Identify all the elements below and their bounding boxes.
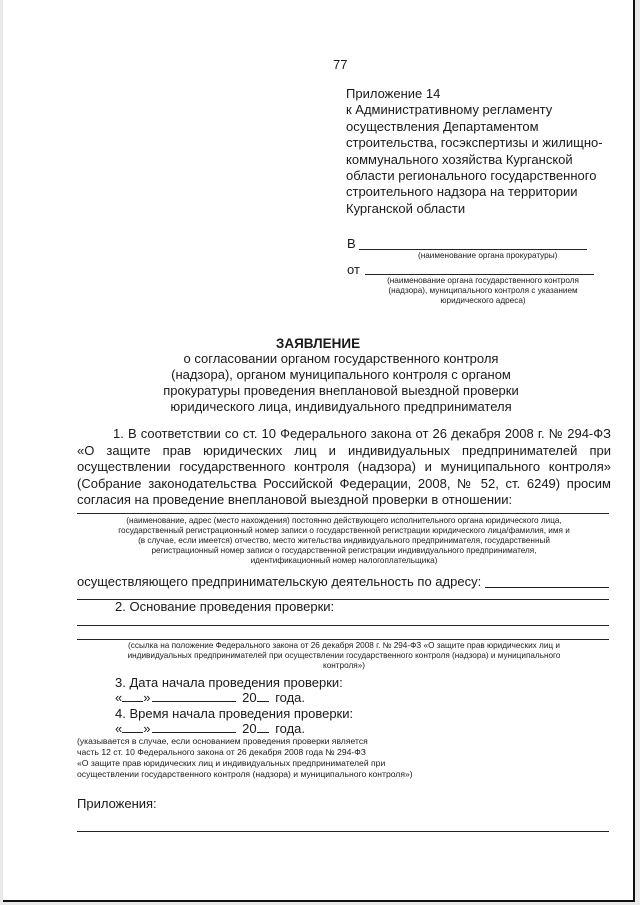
item1-paragraph <box>77 426 611 509</box>
hint-line: регистрационный номер записи о государственной регистрации индивидуального предпринимателя, <box>151 546 537 555</box>
note-line: «О защите прав юридических лиц и индивидуальных предпринимателей при <box>77 758 386 768</box>
year-blank[interactable] <box>257 701 269 702</box>
item2-hint <box>77 641 611 671</box>
month-blank[interactable] <box>152 701 236 702</box>
item4-date-row <box>115 721 305 737</box>
page-number: 77 <box>333 57 348 72</box>
addressee-from-prefix: от <box>347 262 360 277</box>
note-line: осуществлении государственного контроля (надзора) и муниципального контроля») <box>77 769 413 779</box>
addressee-to-blank[interactable] <box>359 249 587 250</box>
document-page <box>3 0 635 902</box>
item1-line: 1. В соответствии со ст. 10 Федерального закона от 26 декабря 2008 г. № 294-ФЗ <box>113 426 611 441</box>
hint-line: государственный регистрационный номер записи о государственной регистрации юридического лица/фамилия, имя и <box>118 526 570 535</box>
appendix-line: Приложение 14 <box>346 86 441 101</box>
item1-line: осуществлении государственного контроля (надзора) и муниципального контроля» <box>77 459 611 474</box>
item1-line: согласия на проведение внеплановой выездной проверки в отношении: <box>77 492 513 507</box>
appendix-line: осуществления Департаментом <box>346 118 539 134</box>
item1-subject-hint <box>77 516 611 566</box>
year-blank[interactable] <box>257 732 269 733</box>
item4-note <box>77 736 413 780</box>
attachments-label: Приложения: <box>77 796 157 811</box>
appendix-line: области регионального государственного <box>346 168 597 184</box>
year-suffix: года. <box>275 721 306 736</box>
hint-line: (в случае, если имеется) отчество, место жительства индивидуального предпринимателя, государственный <box>138 536 550 545</box>
item1-address-blank[interactable] <box>485 587 609 588</box>
year-prefix: 20 <box>242 721 257 736</box>
addressee-to-hint: (наименование органа прокуратуры) <box>418 251 558 260</box>
appendix-line: строительства, госэкспертизы и жилищно- <box>346 135 603 151</box>
item2-label: 2. Основание проведения проверки: <box>115 599 335 614</box>
appendix-line: строительного надзора на территории <box>346 184 578 200</box>
item2-blank-2[interactable] <box>77 639 609 640</box>
appendix-line: к Административному регламенту <box>346 102 553 118</box>
addressee-to-prefix: В <box>347 236 356 251</box>
item1-line: (Собрание законодательства Российской Федерации, 2008, № 52, ст. 6249) просим <box>77 475 611 491</box>
item1-subject-blank[interactable] <box>77 513 609 514</box>
subtitle-line: юридического лица, индивидуального предпринимателя <box>170 399 512 414</box>
subtitle-line: (надзора), органом муниципального контроля с органом <box>171 367 511 382</box>
item2-blank-1[interactable] <box>77 625 609 626</box>
document-heading: ЗАЯВЛЕНИЕ <box>275 336 361 351</box>
hint-line: идентификационный номер налогоплательщика) <box>250 556 438 565</box>
close-quote: » <box>143 690 151 705</box>
open-quote: « <box>115 721 123 736</box>
hint-line: (наименование, адрес (место нахождения) постоянно действующего исполнительного органа юридического лица, <box>126 516 562 525</box>
open-quote: « <box>115 690 123 705</box>
day-blank[interactable] <box>122 701 143 702</box>
item3-date-row <box>115 690 305 706</box>
subtitle-line: о согласовании органом государственного контроля <box>183 351 499 366</box>
hint-line: контроля») <box>323 661 365 670</box>
attachments-blank[interactable] <box>77 831 609 832</box>
hint-line: юридического адреса) <box>440 296 526 305</box>
note-line: часть 12 ст. 10 Федерального закона от 26 декабря 2008 года № 294-ФЗ <box>77 747 366 757</box>
addressee-from-blank[interactable] <box>365 274 594 275</box>
hint-line: (наименование органа государственного контроля <box>387 276 579 285</box>
close-quote: » <box>143 721 151 736</box>
document-subtitle <box>3 351 640 415</box>
appendix-line: коммунального хозяйства Курганской <box>346 151 573 167</box>
year-prefix: 20 <box>242 690 257 705</box>
hint-line: индивидуальных предпринимателей при осуществлении государственного контроля (надзора) и муниципального <box>127 651 561 660</box>
addressee-from-hint <box>358 276 608 306</box>
hint-line: (ссылка на положение Федерального закона от 26 декабря 2008 г. № 294-ФЗ «О защите прав юридических лиц и <box>128 641 560 650</box>
item3-label: 3. Дата начала проведения проверки: <box>115 675 343 690</box>
day-blank[interactable] <box>122 732 143 733</box>
note-line: (указывается в случае, если основанием проведения проверки является <box>77 736 368 746</box>
item4-label: 4. Время начала проведения проверки: <box>115 706 354 721</box>
item1-address-label: осуществляющего предпринимательскую деятельность по адресу: <box>77 574 482 589</box>
hint-line: (надзора), муниципального контроля с указанием <box>388 286 578 295</box>
month-blank[interactable] <box>152 732 236 733</box>
year-suffix: года. <box>275 690 306 705</box>
appendix-block <box>346 86 603 217</box>
appendix-line: Курганской области <box>346 200 466 216</box>
subtitle-line: прокуратуры проведения внеплановой выездной проверки <box>163 383 519 398</box>
item1-line: «О защите прав юридических лиц и индивидуальных предпринимателей при <box>77 442 611 458</box>
